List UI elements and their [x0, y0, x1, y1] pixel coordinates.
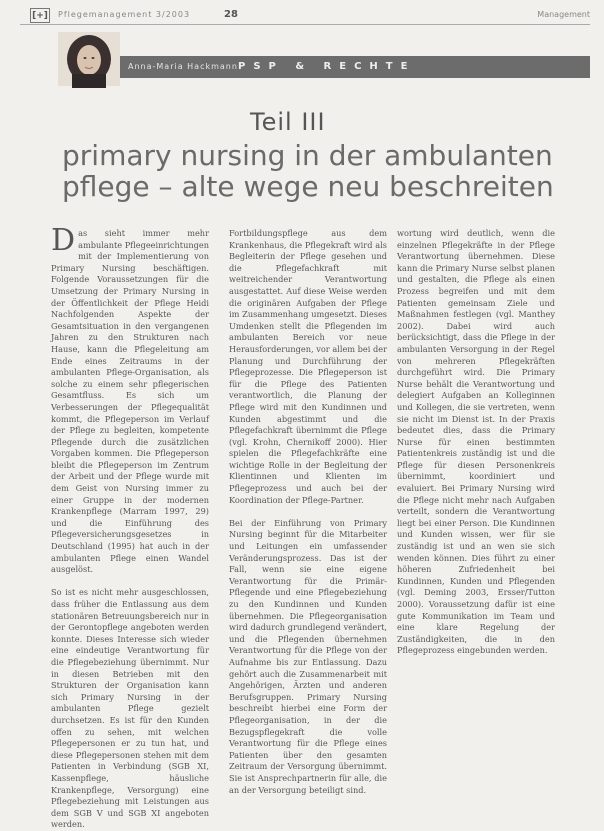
header-divider [20, 24, 590, 25]
header-right-label: Management [537, 10, 590, 19]
paragraph-text: as sieht immer mehr ambulante Pflegeeinrichtungen mit der Implementierung von Primary Nursing beschäftigen. Folgende Voraussetzungen für die Umsetzung der Primary Nursing in der Öffentlichkeit der Pflege Heidi Nachfolgenden Aspekte der Gesamtsituation in den vergangenen Jahren zu den Strukturen nach Hause, kann die Pflegeleitung am Ende eines Zeitraums in der ambulanten Pflege-Organisation, als solche zu einem sehr pflegerischen Gesamtfluss. Es sich um Verbesserungen der Pflegequalität kommt, die Pflegeperson im Verlauf der Pflege zu begleiten, kompetente Pflegende durch die zusätzlichen Vorgaben kommen. Die Pflegeperson bleibt die Pflegeperson im Zentrum der Arbeit und der Pflege wurde mit dem Geist von Nursing immer zu einer Gruppe in der modernen Krankenpflege (Marram 1997, 29) und die Einführung des Pflegeversicherungsgesetzes in Deutschland (1995) hat auch in der ambulanten Pflege einen Wandel ausgelöst. [51, 228, 209, 575]
text-column-3 [397, 228, 555, 798]
page-header [22, 8, 590, 22]
part-label: Teil III [250, 108, 326, 136]
paragraph: Bei der Einführung von Primary Nursing beginnt für die Mitarbeiter und Leitungen ein umfassender Veränderungsprozess. Das ist der Fall, wenn sie eine eigene Verantwortung für die Primär-Pflegende und eine Pflegebeziehung zu den Kundinnen und Kunden übernehmen. Die Pflegeorganisation wird dadurch grundlegend verändert, und die Pflegenden übernehmen Verantwortung für die Pflege von der Aufnahme bis zur Entlassung. Dazu gehört auch die Zusammenarbeit mit Angehörigen, Ärzten und anderen Berufsgruppen. Primary Nursing beschreibt hierbei eine Form der Pflegeorganisation, in der die Bezugspflegekraft die volle Verantwortung für die Pflege eines Patienten über den gesamten Zeitraum der Versorgung übernimmt. Sie ist Ansprechpartnerin für alle, die an der Versorgung beteiligt sind. [229, 517, 387, 795]
drop-cap: D [51, 223, 76, 258]
journal-logo-icon: [+] [30, 8, 50, 23]
author-name: Anna-Maria Hackmann [128, 62, 238, 71]
section-label: PSP & RECHTE [238, 61, 416, 72]
page-number: 28 [224, 9, 238, 20]
paragraph: So ist es nicht mehr ausgeschlossen, dass früher die Entlassung aus dem stationären Betreuungsbereich nur in der Gerontopflege angeboten werden konnte. Dieses Interesse sich wieder eine eindeutige Verantwortung für die Pflegebeziehung übernimmt. Nur in diesen Betrieben mit den Strukturen der Organisation kann sich Primary Nursing in der ambulanten Pflege gezielt durchsetzen. Es ist für den Kunden offen zu sehen, mit welchen Pflegepersonen er zu tun hat, und diese Pflegepersonen stehen mit dem Patienten in Verbindung (SGB XI, Kassenpflege, häusliche Krankenpflege, Versorgung) eine Pflegebeziehung mit Leistungen aus dem SGB V und SGB XI angeboten werden. [51, 587, 209, 830]
article-title: primary nursing in der ambulanten pflege – alte wege neu beschreiten [62, 139, 554, 203]
paragraph: wortung wird deutlich, wenn die einzelnen Pflegekräfte in der Pflege Verantwortung übernehmen. Diese kann die Primary Nurse selbst planen und gestalten, die Pflege als einen Prozess begreifen und mit dem Patienten gemeinsam Ziele und Maßnahmen festlegen (vgl. Manthey 2002). Dabei wird auch berücksichtigt, dass die Pflege in der ambulanten Versorgung in der Regel von mehreren Pflegekräften durchgeführt wird. Die Primary Nurse behält die Verantwortung und delegiert Aufgaben an Kolleginnen und Kollegen, die sie vertreten, wenn sie nicht im Dienst ist. In der Praxis bedeutet dies, dass die Primary Nurse für einen bestimmten Patientenkreis zuständig ist und die Pflege für diesen Personenkreis übernimmt, koordiniert und evaluiert. Bei Primary Nursing wird die Pflege nicht mehr nach Aufgaben verteilt, sondern die Verantwortung liegt bei einer Person. Die Kundinnen und Kunden wissen, wer für sie zuständig ist und an wen sie sich wenden können. Dies führt zu einer höheren Zufriedenheit bei Kundinnen, Kunden und Pflegenden (vgl. Deming 2003, Ersser/Tutton 2000). Voraussetzung dafür ist eine gute Kommunikation im Team und eine klare Regelung der Zuständigkeiten, die in den Pflegeprozess eingebunden werden. [397, 228, 555, 656]
paragraph [51, 223, 209, 576]
paragraph: Fortbildungspflege aus dem Krankenhaus, die Pflegekraft wird als Begleiterin der Pflege gesehen und die Pflegefachkraft mit weitreichender Verantwortung ausgestattet. Auf diese Weise werden die originären Aufgaben der Pflege im Zusammenhang umgesetzt. Dieses Umdenken stellt die Pflegenden im ambulanten Bereich vor neue Herausforderungen, vor allem bei der Planung und Durchführung der Pflegeprozesse. Die Pflegeperson ist für die Pflege des Patienten verantwortlich, die Planung der Pflege wird mit den Kundinnen und Kunden abgestimmt und die Pflegefachkraft übernimmt die Pflege (vgl. Krohn, Chernikoff 2000). Hier spielen die Pflegefachkräfte eine wichtige Rolle in der Begleitung der Klientinnen und Klienten im Pflegeprozess und auch bei der Koordination der Pflege-Partner. [229, 228, 387, 505]
text-column-2 [229, 228, 387, 798]
author-photo [58, 32, 120, 86]
text-column-1 [51, 223, 209, 830]
journal-name: Pflegemanagement 3/2003 [58, 10, 191, 19]
author-banner [120, 56, 590, 78]
